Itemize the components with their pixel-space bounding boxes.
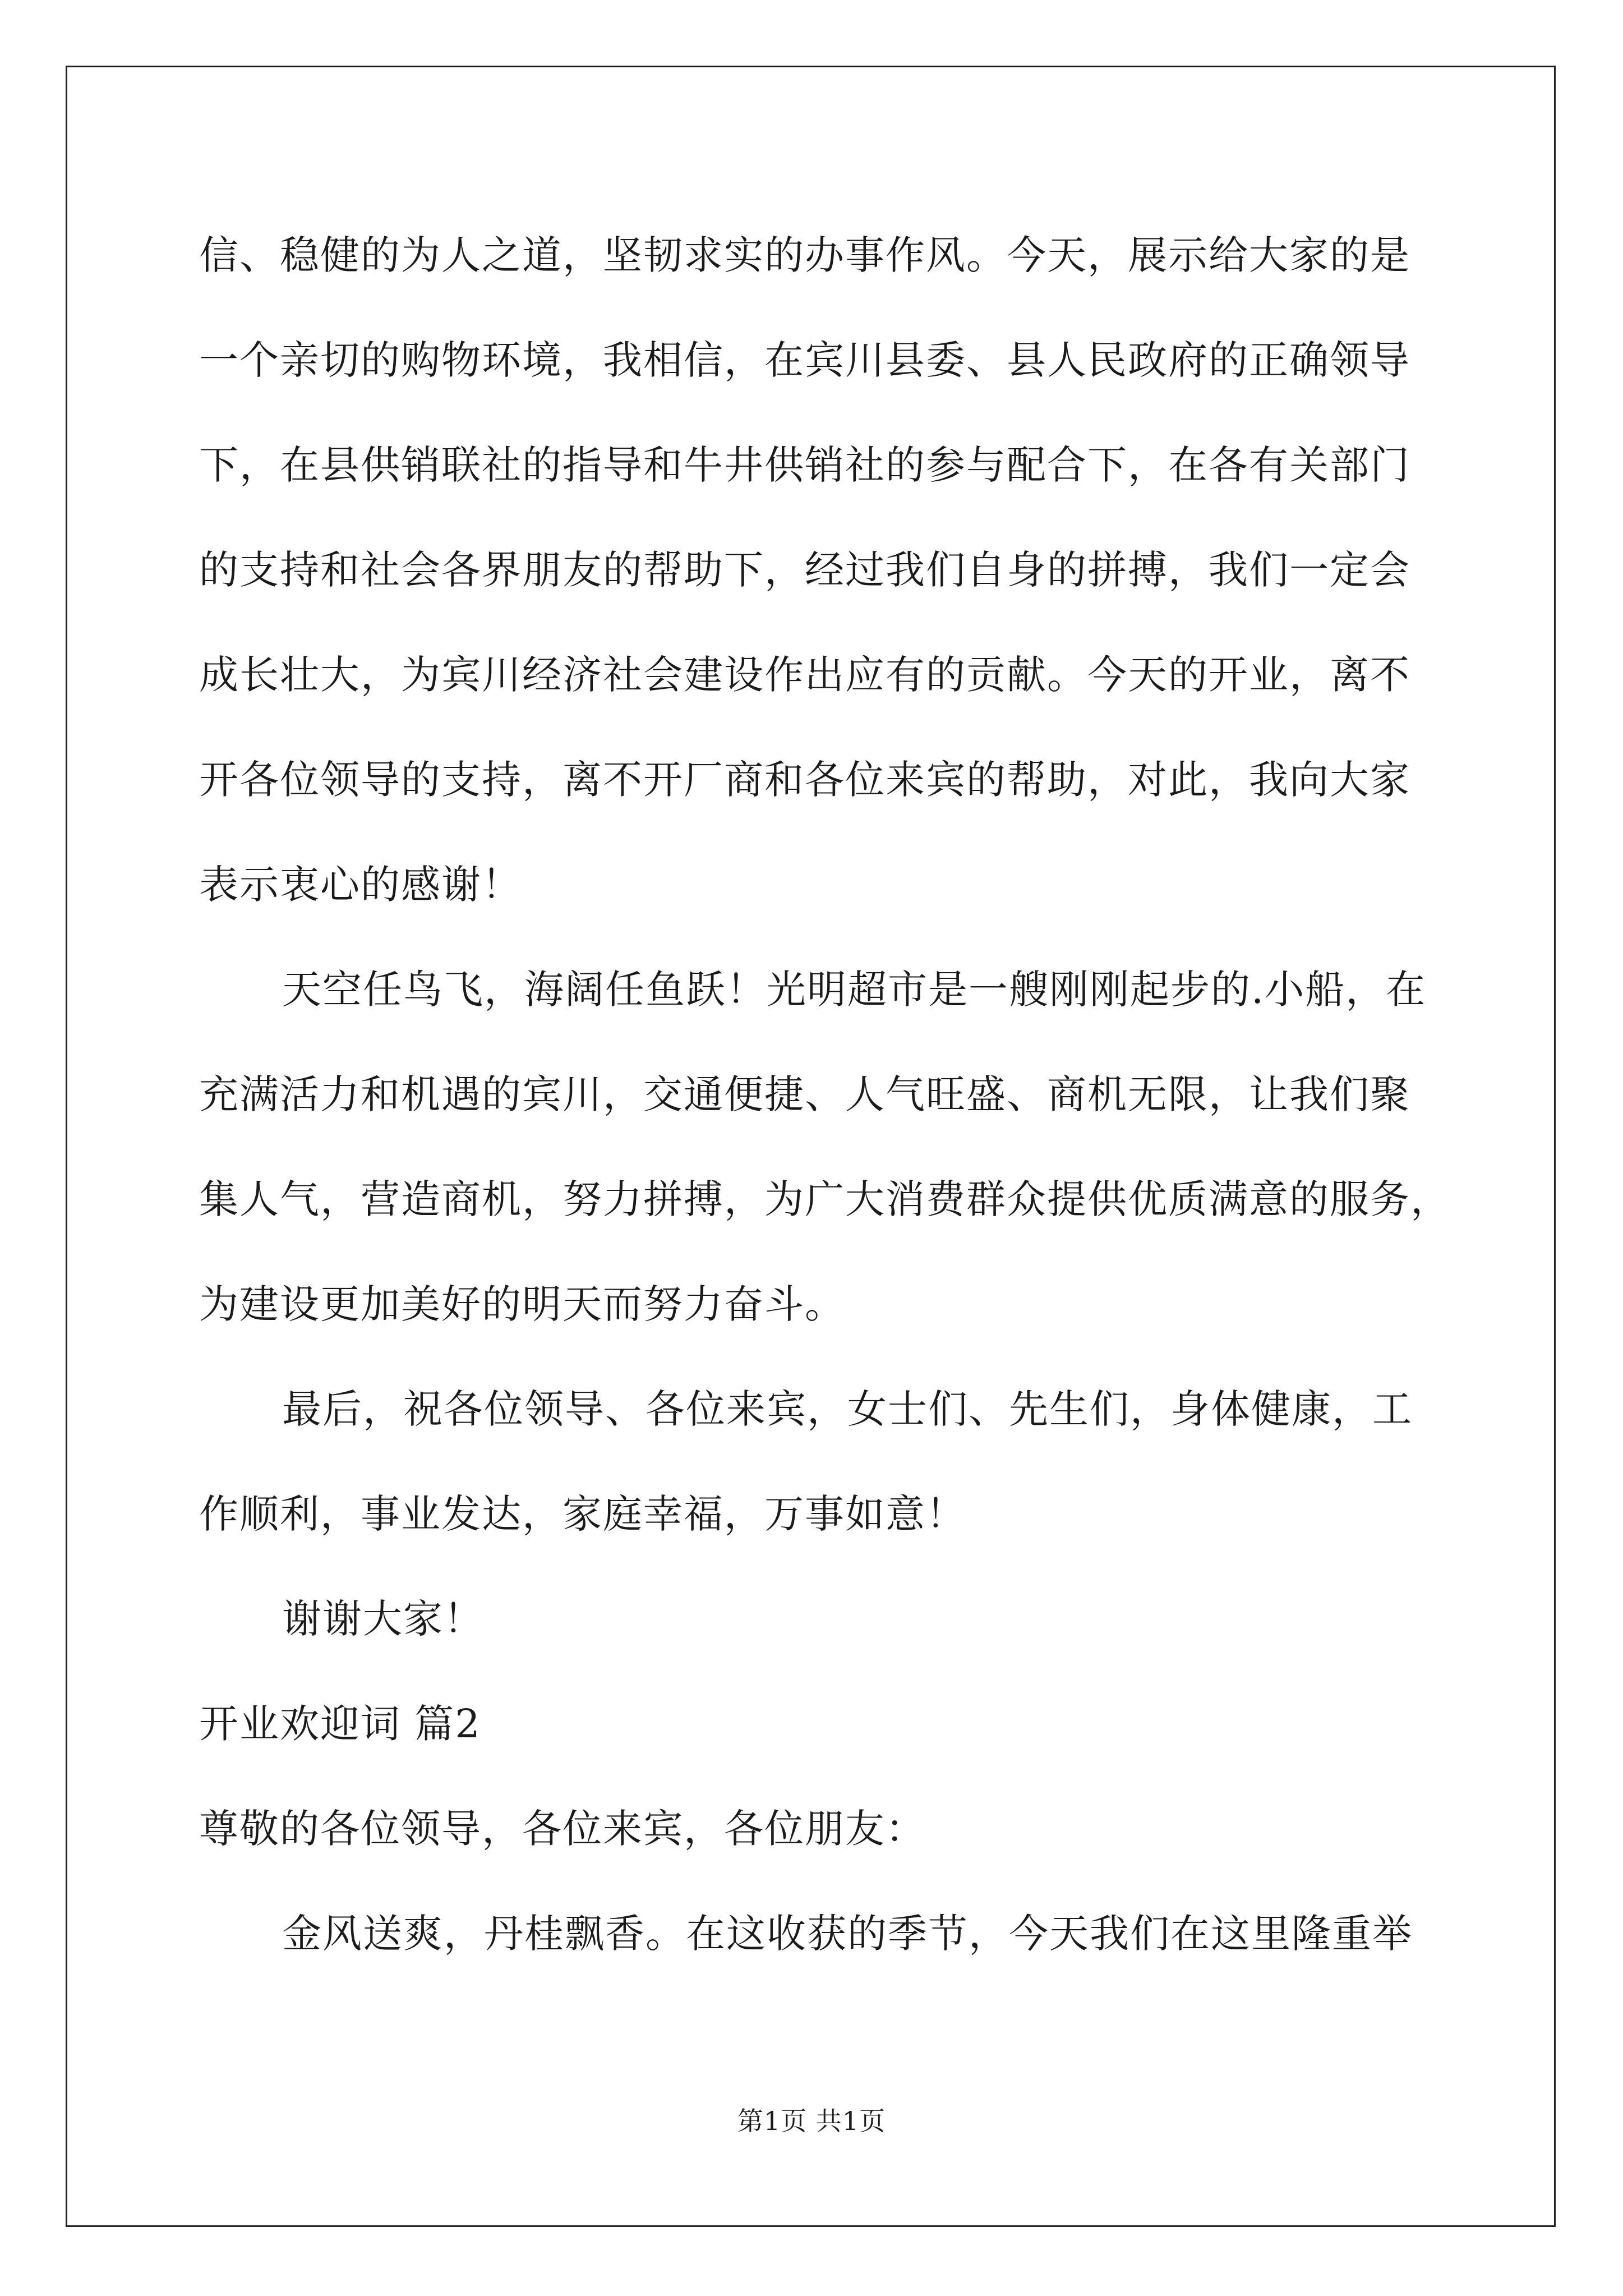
- salutation-line: 尊敬的各位领导，各位来宾，各位朋友：: [199, 1806, 926, 1852]
- paragraph-line: 成长壮大，为宾川经济社会建设作出应有的贡献。今天的开业，离不: [199, 652, 1410, 698]
- page-number-footer: 第1页 共1页: [737, 2106, 886, 2136]
- paragraph-line: 表示衷心的感谢！: [199, 862, 522, 908]
- paragraph-line: 金风送爽，丹桂飘香。在这收获的季节，今天我们在这里隆重举: [282, 1911, 1413, 1957]
- paragraph-line: 一个亲切的购物环境，我相信，在宾川县委、县人民政府的正确领导: [199, 337, 1410, 383]
- paragraph-line: 充满活力和机遇的宾川，交通便捷、人气旺盛、商机无限，让我们聚: [199, 1071, 1410, 1117]
- paragraph-line: 的支持和社会各界朋友的帮助下，经过我们自身的拼搏，我们一定会: [199, 547, 1410, 593]
- paragraph-line: 集人气，营造商机，努力拼搏，为广大消费群众提供优质满意的服务，: [199, 1176, 1451, 1222]
- paragraph-line: 下，在县供销联社的指导和牛井供销社的参与配合下，在各有关部门: [199, 442, 1410, 488]
- paragraph-line: 开各位领导的支持，离不开厂商和各位来宾的帮助，对此，我向大家: [199, 757, 1410, 803]
- paragraph-line: 作顺利，事业发达，家庭幸福，万事如意！: [199, 1491, 966, 1537]
- paragraph-line: 谢谢大家！: [282, 1596, 484, 1642]
- section-heading: 开业欢迎词 篇2: [199, 1701, 481, 1747]
- document-body: [199, 203, 1455, 1986]
- paragraph-line: 天空任鸟飞，海阔任鱼跃！光明超市是一艘刚刚起步的.小船，在: [282, 967, 1427, 1013]
- paragraph-line: 最后，祝各位领导、各位来宾，女士们、先生们，身体健康，工: [282, 1386, 1413, 1432]
- paragraph-line: 信、稳健的为人之道，坚韧求实的办事作风。今天，展示给大家的是: [199, 232, 1410, 278]
- paragraph-line: 为建设更加美好的明天而努力奋斗。: [199, 1281, 845, 1327]
